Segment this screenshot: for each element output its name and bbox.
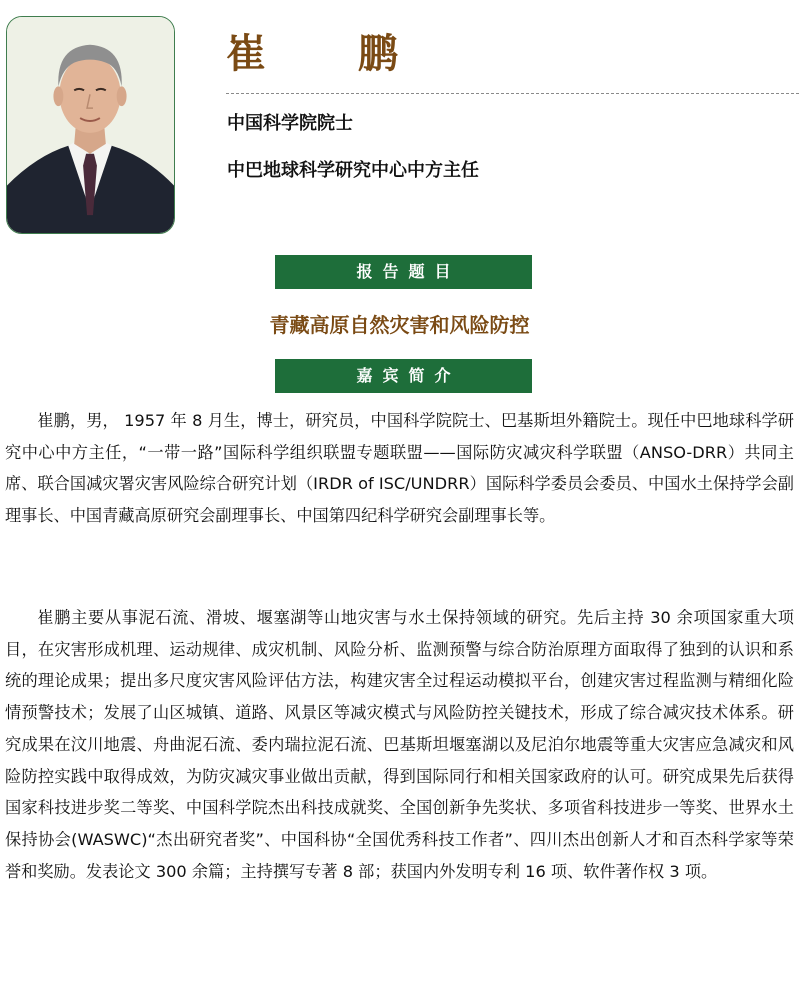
- report-section-header: 报告题目: [275, 255, 532, 289]
- header-divider: [226, 93, 799, 94]
- speaker-name: 崔 鹏: [226, 31, 424, 77]
- speaker-title-academician: 中国科学院院士: [227, 113, 353, 134]
- report-title: 青藏高原自然灾害和风险防控: [269, 313, 530, 337]
- bio-paragraph: 崔鹏主要从事泥石流、滑坡、堰塞湖等山地灾害与水土保持领域的研究。先后主持 30 余项国家重大项目，在灾害形成机理、运动规律、成灾机制、风险分析、监测预警与综合防治原理方面取得了独到的认识和系统的理论成果；提出多尺度灾害风险评估方法，构建灾害全过程运动模拟平台，创建灾害过程监测与精细化险情预警技术；发展了山区城镇、道路、风景区等减灾模式与风险防控关键技术，形成了综合减灾技术体系。研究成果在汶川地震、舟曲泥石流、委内瑞拉泥石流、巴基斯坦堰塞湖以及尼泊尔地震等重大灾害应急减灾和风险防控实践中取得成效，为防灾减灾事业做出贡献，得到国际同行和相关国家政府的认可。研究成果先后获得国家科技进步奖二等奖、中国科学院杰出科技成就奖、全国创新争先奖状、多项省科技进步一等奖、世界水土保持协会(WASWC)“杰出研究者奖”、中国科协“全国优秀科技工作者”、四川杰出创新人才和百杰科学家等荣誉和奖励。发表论文 300 余篇；主持撰写专著 8 部；获国内外发明专利 16 项、软件著作权 3 项。: [5, 608, 794, 881]
- portrait-illustration: [7, 17, 174, 233]
- portrait-photo: [6, 16, 175, 234]
- bio-paragraph: 崔鹏，男， 1957 年 8 月生，博士，研究员，中国科学院院士、巴基斯坦外籍院士。现任中巴地球科学研究中心中方主任，“一带一路”国际科学组织联盟专题联盟——国际防灾减灾科学联盟（ANSO-DRR）共同主席、联合国减灾署灾害风险综合研究计划（IRDR of ISC/UNDRR）国际科学委员会委员、中国水土保持学会副理事长、中国青藏高原研究会副理事长、中国第四纪科学研究会副理事长等。: [5, 411, 794, 526]
- bio-section-header: 嘉宾简介: [275, 359, 532, 393]
- speaker-title-position: 中巴地球科学研究中心中方主任: [227, 160, 479, 181]
